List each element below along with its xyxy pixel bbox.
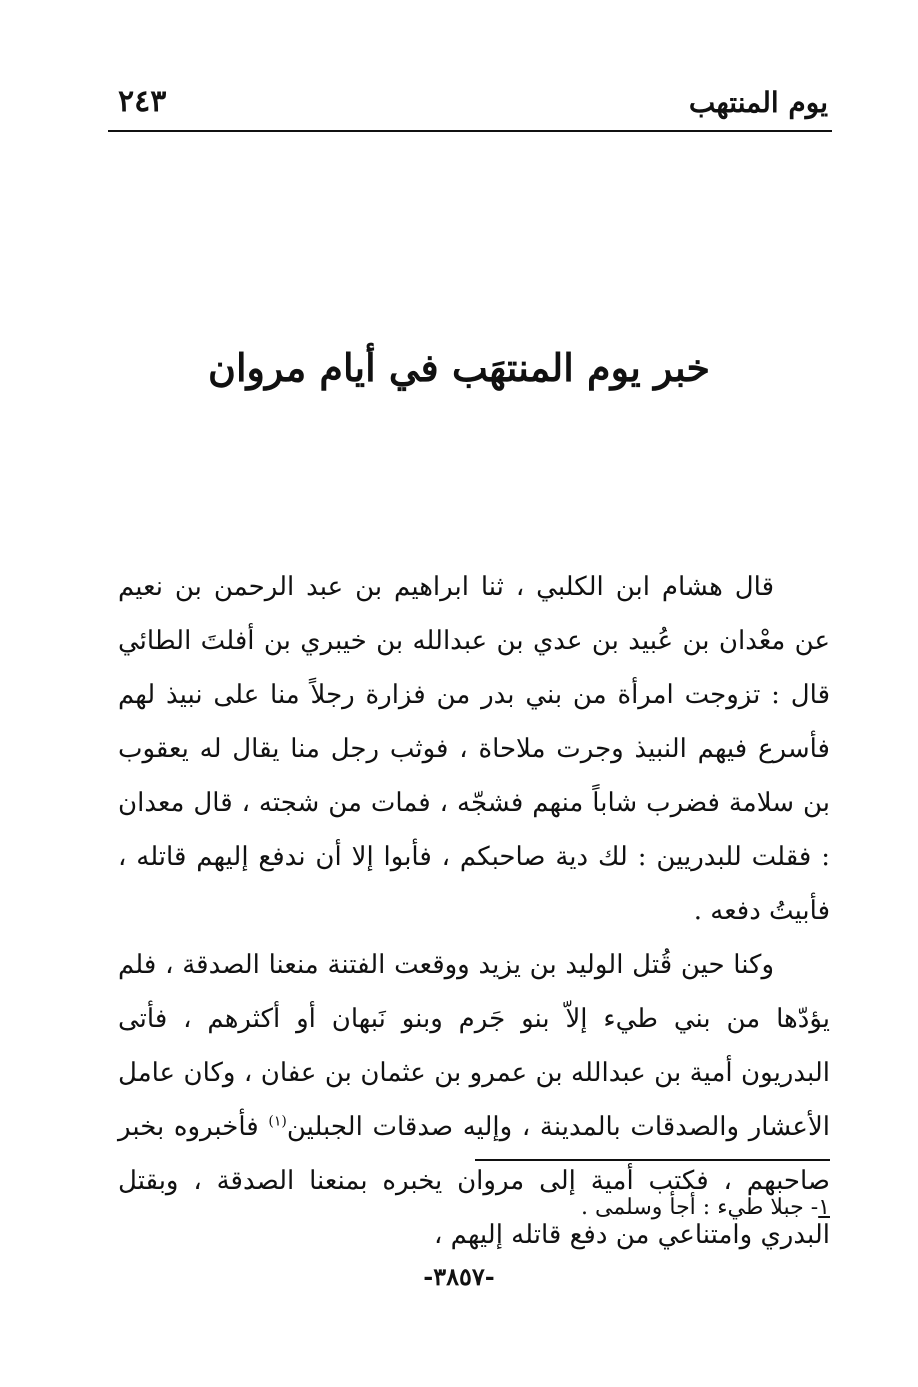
footnote-divider — [475, 1159, 830, 1161]
main-text — [118, 560, 830, 1262]
paragraph-2-part-2: فأخبروه بخبر صاحبهم ، فكتب أمية إلى مروان يخبره بمنعنا الصدقة ، وبقتل البدري وامتناعي من دفع قاتله إليهم ، — [118, 1112, 830, 1250]
paragraph-1: قال هشام ابن الكلبي ، ثنا ابراهيم بن عبد الرحمن بن نعيم عن معْدان بن عُبيد بن عدي بن عبدالله بن خيبري بن أفلتَ الطائي قال : تزوجت امرأة من بني بدر من فزارة رجلاً منا على نبيذ لهم فأسرع فيهم النبيذ وجرت ملاحاة ، فوثب رجل منا يقال له يعقوب بن سلامة فضرب شاباً منهم فشجّه ، فمات من شجته ، قال معدان : فقلت للبدريين : لك دية صاحبكم ، فأبوا إلا أن ندفع إليهم قاتله ، فأبيتُ دفعه . — [118, 572, 830, 926]
chapter-title: خبر يوم المنتهَب في أيام مروان — [208, 345, 710, 390]
paragraph-2-part-1: وكنا حين قُتل الوليد بن يزيد ووقعت الفتنة منعنا الصدقة ، فلم يؤدّها من بني طيء إلاّ بنو جَرم وبنو نَبهان أو أكثرهم ، فأتى البدريون أمية بن عبدالله بن عمرو بن عثمان بن عفان ، وكان عامل الأعشار والصدقات بالمدينة ، وإليه صدقات الجبلين — [118, 950, 830, 1142]
running-title: يوم المنتهب — [688, 86, 828, 119]
sequence-number: -٣٨٥٧- — [423, 1262, 495, 1291]
footnote-number: ١ — [818, 1195, 830, 1220]
footnote — [581, 1195, 830, 1220]
footnote-reference: (١) — [268, 1113, 287, 1130]
page-number: ٢٤٣ — [118, 84, 167, 119]
header-divider — [108, 130, 832, 132]
running-header — [108, 78, 828, 128]
footnote-text: - جبلا طيء : أجأ وسلمى . — [581, 1195, 819, 1220]
